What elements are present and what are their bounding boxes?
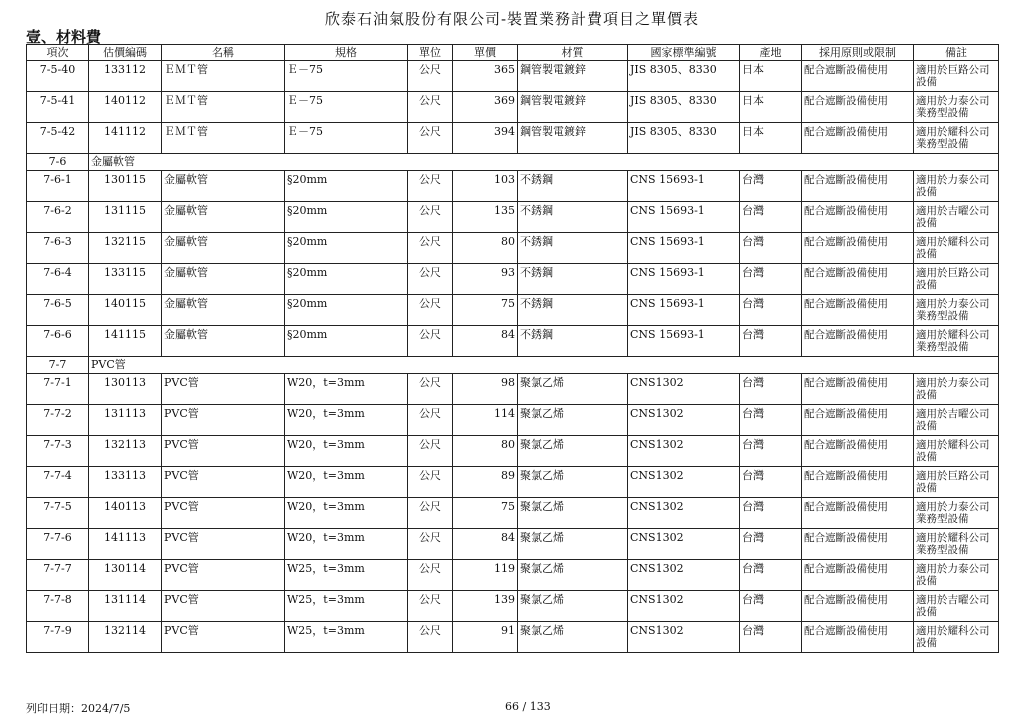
cell-standard: CNS 15693-1 [628, 295, 740, 326]
cell-origin: 台灣 [740, 374, 802, 405]
cell-principle: 配合遮斷設備使用 [802, 61, 914, 92]
cell-item: 7-5-41 [27, 92, 89, 123]
cell-item: 7-6-3 [27, 233, 89, 264]
cell-remark: 適用於巨路公司設備 [914, 61, 999, 92]
col-header-unit: 單位 [408, 45, 453, 61]
cell-remark: 適用於力泰公司業務型設備 [914, 92, 999, 123]
cell-origin: 台灣 [740, 467, 802, 498]
cell-unit: 公尺 [408, 264, 453, 295]
cell-name: ＥＭＴ管 [162, 61, 285, 92]
cell-price: 84 [453, 529, 518, 560]
cell-spec: W25，t=3mm [285, 560, 408, 591]
col-header-price: 單價 [453, 45, 518, 61]
cell-remark: 適用於力泰公司設備 [914, 374, 999, 405]
cell-standard: CNS1302 [628, 405, 740, 436]
cell-material: 聚氯乙烯 [518, 529, 628, 560]
table-header-row [27, 45, 999, 61]
table-row [27, 326, 999, 357]
cell-remark: 適用於力泰公司設備 [914, 560, 999, 591]
cell-item: 7-5-42 [27, 123, 89, 154]
cell-principle: 配合遮斷設備使用 [802, 436, 914, 467]
cell-spec: W20，t=3mm [285, 436, 408, 467]
cell-remark: 適用於吉曜公司設備 [914, 202, 999, 233]
cell-item: 7-6-2 [27, 202, 89, 233]
col-header-principle: 採用原則或限制 [802, 45, 914, 61]
cell-unit: 公尺 [408, 61, 453, 92]
cell-spec: W25，t=3mm [285, 591, 408, 622]
cell-material: 聚氯乙烯 [518, 560, 628, 591]
cell-price: 84 [453, 326, 518, 357]
cell-code: 132113 [89, 436, 162, 467]
cell-remark: 適用於耀科公司設備 [914, 233, 999, 264]
cell-standard: JIS 8305、8330 [628, 61, 740, 92]
table-row [27, 560, 999, 591]
cell-spec: §20mm [285, 295, 408, 326]
cell-item: 7-7-4 [27, 467, 89, 498]
cell-unit: 公尺 [408, 123, 453, 154]
print-date: 列印日期：2024/7/5 [26, 702, 131, 715]
cell-remark: 適用於耀科公司業務型設備 [914, 529, 999, 560]
cell-origin: 台灣 [740, 498, 802, 529]
cell-principle: 配合遮斷設備使用 [802, 202, 914, 233]
cell-name: 金屬軟管 [162, 233, 285, 264]
cell-item: 7-5-40 [27, 61, 89, 92]
cell-price: 135 [453, 202, 518, 233]
cell-remark: 適用於耀科公司設備 [914, 622, 999, 653]
group-code: 7-7 [27, 357, 89, 374]
table-row [27, 467, 999, 498]
cell-code: 133112 [89, 61, 162, 92]
cell-code: 130114 [89, 560, 162, 591]
group-header-row [27, 154, 999, 171]
cell-remark: 適用於巨路公司設備 [914, 264, 999, 295]
cell-origin: 日本 [740, 61, 802, 92]
cell-unit: 公尺 [408, 92, 453, 123]
cell-item: 7-6-4 [27, 264, 89, 295]
cell-unit: 公尺 [408, 405, 453, 436]
col-header-spec: 規格 [285, 45, 408, 61]
cell-name: PVC管 [162, 622, 285, 653]
cell-name: PVC管 [162, 467, 285, 498]
cell-principle: 配合遮斷設備使用 [802, 123, 914, 154]
cell-spec: §20mm [285, 326, 408, 357]
cell-unit: 公尺 [408, 202, 453, 233]
cell-code: 141112 [89, 123, 162, 154]
cell-remark: 適用於耀科公司設備 [914, 436, 999, 467]
cell-name: PVC管 [162, 498, 285, 529]
cell-code: 140112 [89, 92, 162, 123]
col-header-origin: 產地 [740, 45, 802, 61]
cell-origin: 台灣 [740, 202, 802, 233]
cell-standard: CNS1302 [628, 374, 740, 405]
cell-name: ＥＭＴ管 [162, 123, 285, 154]
cell-item: 7-6-5 [27, 295, 89, 326]
cell-code: 140113 [89, 498, 162, 529]
cell-unit: 公尺 [408, 560, 453, 591]
cell-spec: W20，t=3mm [285, 467, 408, 498]
cell-principle: 配合遮斷設備使用 [802, 498, 914, 529]
cell-remark: 適用於力泰公司業務型設備 [914, 295, 999, 326]
cell-name: 金屬軟管 [162, 264, 285, 295]
table-body [27, 61, 999, 653]
cell-price: 119 [453, 560, 518, 591]
cell-remark: 適用於耀科公司業務型設備 [914, 326, 999, 357]
cell-material: 聚氯乙烯 [518, 498, 628, 529]
cell-standard: CNS1302 [628, 560, 740, 591]
cell-price: 98 [453, 374, 518, 405]
col-header-name: 名稱 [162, 45, 285, 61]
cell-principle: 配合遮斷設備使用 [802, 560, 914, 591]
cell-remark: 適用於力泰公司設備 [914, 171, 999, 202]
cell-material: 不銹鋼 [518, 295, 628, 326]
cell-standard: CNS 15693-1 [628, 171, 740, 202]
cell-origin: 台灣 [740, 436, 802, 467]
cell-unit: 公尺 [408, 591, 453, 622]
cell-spec: W20，t=3mm [285, 498, 408, 529]
cell-standard: CNS 15693-1 [628, 264, 740, 295]
cell-origin: 台灣 [740, 529, 802, 560]
cell-code: 131115 [89, 202, 162, 233]
cell-principle: 配合遮斷設備使用 [802, 405, 914, 436]
cell-standard: CNS1302 [628, 591, 740, 622]
cell-item: 7-7-9 [27, 622, 89, 653]
cell-remark: 適用於力泰公司業務型設備 [914, 498, 999, 529]
cell-spec: §20mm [285, 233, 408, 264]
cell-item: 7-7-5 [27, 498, 89, 529]
cell-price: 80 [453, 233, 518, 264]
cell-spec: Ｅ－75 [285, 92, 408, 123]
group-name: PVC管 [89, 357, 999, 374]
cell-unit: 公尺 [408, 498, 453, 529]
cell-unit: 公尺 [408, 171, 453, 202]
cell-unit: 公尺 [408, 436, 453, 467]
cell-origin: 台灣 [740, 326, 802, 357]
table-row [27, 202, 999, 233]
col-header-code: 估價編碼 [89, 45, 162, 61]
cell-spec: Ｅ－75 [285, 123, 408, 154]
cell-material: 不銹鋼 [518, 264, 628, 295]
cell-remark: 適用於耀科公司業務型設備 [914, 123, 999, 154]
cell-code: 131114 [89, 591, 162, 622]
cell-origin: 日本 [740, 92, 802, 123]
cell-code: 133115 [89, 264, 162, 295]
cell-origin: 台灣 [740, 405, 802, 436]
col-header-remark: 備註 [914, 45, 999, 61]
cell-price: 394 [453, 123, 518, 154]
cell-standard: CNS 15693-1 [628, 326, 740, 357]
table-row [27, 264, 999, 295]
cell-principle: 配合遮斷設備使用 [802, 326, 914, 357]
col-header-standard: 國家標準編號 [628, 45, 740, 61]
cell-spec: W25，t=3mm [285, 622, 408, 653]
document-title: 欣泰石油氣股份有限公司-裝置業務計費項目之單價表 [324, 10, 700, 28]
cell-spec: §20mm [285, 264, 408, 295]
cell-standard: CNS1302 [628, 622, 740, 653]
cell-origin: 台灣 [740, 622, 802, 653]
cell-item: 7-7-3 [27, 436, 89, 467]
cell-material: 不銹鋼 [518, 171, 628, 202]
cell-material: 鋼管製電鍍鋅 [518, 123, 628, 154]
cell-price: 75 [453, 295, 518, 326]
cell-item: 7-7-7 [27, 560, 89, 591]
section-heading: 壹、材料費 [26, 28, 102, 46]
table-row [27, 374, 999, 405]
cell-item: 7-6-6 [27, 326, 89, 357]
cell-price: 75 [453, 498, 518, 529]
cell-code: 132115 [89, 233, 162, 264]
cell-origin: 台灣 [740, 264, 802, 295]
cell-principle: 配合遮斷設備使用 [802, 591, 914, 622]
cell-spec: Ｅ－75 [285, 61, 408, 92]
cell-unit: 公尺 [408, 622, 453, 653]
table-row [27, 295, 999, 326]
cell-item: 7-7-8 [27, 591, 89, 622]
cell-item: 7-7-6 [27, 529, 89, 560]
cell-standard: CNS1302 [628, 467, 740, 498]
table-row [27, 92, 999, 123]
cell-price: 139 [453, 591, 518, 622]
cell-principle: 配合遮斷設備使用 [802, 171, 914, 202]
page-number: 66 / 133 [505, 700, 551, 713]
cell-name: PVC管 [162, 405, 285, 436]
cell-code: 131113 [89, 405, 162, 436]
cell-principle: 配合遮斷設備使用 [802, 92, 914, 123]
table-row [27, 123, 999, 154]
cell-origin: 台灣 [740, 171, 802, 202]
cell-code: 130113 [89, 374, 162, 405]
cell-origin: 台灣 [740, 295, 802, 326]
cell-standard: CNS 15693-1 [628, 233, 740, 264]
cell-principle: 配合遮斷設備使用 [802, 467, 914, 498]
cell-price: 365 [453, 61, 518, 92]
cell-material: 不銹鋼 [518, 233, 628, 264]
col-header-material: 材質 [518, 45, 628, 61]
cell-price: 114 [453, 405, 518, 436]
cell-material: 聚氯乙烯 [518, 405, 628, 436]
cell-material: 聚氯乙烯 [518, 436, 628, 467]
table-row [27, 591, 999, 622]
table-row [27, 405, 999, 436]
cell-remark: 適用於吉曜公司設備 [914, 405, 999, 436]
cell-unit: 公尺 [408, 326, 453, 357]
cell-price: 89 [453, 467, 518, 498]
table-row [27, 436, 999, 467]
cell-name: 金屬軟管 [162, 202, 285, 233]
cell-remark: 適用於巨路公司設備 [914, 467, 999, 498]
cell-name: ＥＭＴ管 [162, 92, 285, 123]
cell-remark: 適用於吉曜公司設備 [914, 591, 999, 622]
cell-code: 130115 [89, 171, 162, 202]
cell-unit: 公尺 [408, 529, 453, 560]
cell-name: PVC管 [162, 591, 285, 622]
cell-principle: 配合遮斷設備使用 [802, 529, 914, 560]
cell-unit: 公尺 [408, 467, 453, 498]
table-row [27, 529, 999, 560]
cell-standard: JIS 8305、8330 [628, 92, 740, 123]
table-row [27, 498, 999, 529]
cell-unit: 公尺 [408, 374, 453, 405]
cell-material: 聚氯乙烯 [518, 374, 628, 405]
cell-origin: 台灣 [740, 560, 802, 591]
cell-price: 80 [453, 436, 518, 467]
cell-standard: CNS 15693-1 [628, 202, 740, 233]
group-header-row [27, 357, 999, 374]
cell-code: 141115 [89, 326, 162, 357]
cell-principle: 配合遮斷設備使用 [802, 374, 914, 405]
cell-code: 133113 [89, 467, 162, 498]
table-row [27, 233, 999, 264]
cell-material: 不銹鋼 [518, 202, 628, 233]
cell-origin: 台灣 [740, 233, 802, 264]
cell-item: 7-6-1 [27, 171, 89, 202]
cell-standard: CNS1302 [628, 529, 740, 560]
cell-spec: W20，t=3mm [285, 529, 408, 560]
cell-principle: 配合遮斷設備使用 [802, 264, 914, 295]
cell-standard: CNS1302 [628, 436, 740, 467]
cell-principle: 配合遮斷設備使用 [802, 295, 914, 326]
cell-material: 聚氯乙烯 [518, 467, 628, 498]
cell-name: PVC管 [162, 560, 285, 591]
cell-standard: CNS1302 [628, 498, 740, 529]
cell-principle: 配合遮斷設備使用 [802, 233, 914, 264]
cell-name: PVC管 [162, 529, 285, 560]
cell-material: 不銹鋼 [518, 326, 628, 357]
cell-spec: §20mm [285, 171, 408, 202]
cell-spec: W20，t=3mm [285, 405, 408, 436]
cell-price: 91 [453, 622, 518, 653]
cell-material: 鋼管製電鍍鋅 [518, 61, 628, 92]
group-code: 7-6 [27, 154, 89, 171]
cell-name: PVC管 [162, 436, 285, 467]
table-row [27, 622, 999, 653]
cell-principle: 配合遮斷設備使用 [802, 622, 914, 653]
cell-name: 金屬軟管 [162, 295, 285, 326]
cell-unit: 公尺 [408, 295, 453, 326]
cell-item: 7-7-1 [27, 374, 89, 405]
cell-material: 鋼管製電鍍鋅 [518, 92, 628, 123]
table-row [27, 171, 999, 202]
cell-name: PVC管 [162, 374, 285, 405]
cell-price: 93 [453, 264, 518, 295]
cell-unit: 公尺 [408, 233, 453, 264]
cell-material: 聚氯乙烯 [518, 591, 628, 622]
cell-origin: 台灣 [740, 591, 802, 622]
cell-spec: W20，t=3mm [285, 374, 408, 405]
col-header-item: 項次 [27, 45, 89, 61]
cell-price: 369 [453, 92, 518, 123]
table-row [27, 61, 999, 92]
group-name: 金屬軟管 [89, 154, 999, 171]
price-table [26, 44, 999, 653]
cell-code: 132114 [89, 622, 162, 653]
cell-code: 140115 [89, 295, 162, 326]
cell-name: 金屬軟管 [162, 171, 285, 202]
cell-price: 103 [453, 171, 518, 202]
cell-spec: §20mm [285, 202, 408, 233]
cell-standard: JIS 8305、8330 [628, 123, 740, 154]
cell-name: 金屬軟管 [162, 326, 285, 357]
cell-origin: 日本 [740, 123, 802, 154]
cell-code: 141113 [89, 529, 162, 560]
cell-item: 7-7-2 [27, 405, 89, 436]
cell-material: 聚氯乙烯 [518, 622, 628, 653]
